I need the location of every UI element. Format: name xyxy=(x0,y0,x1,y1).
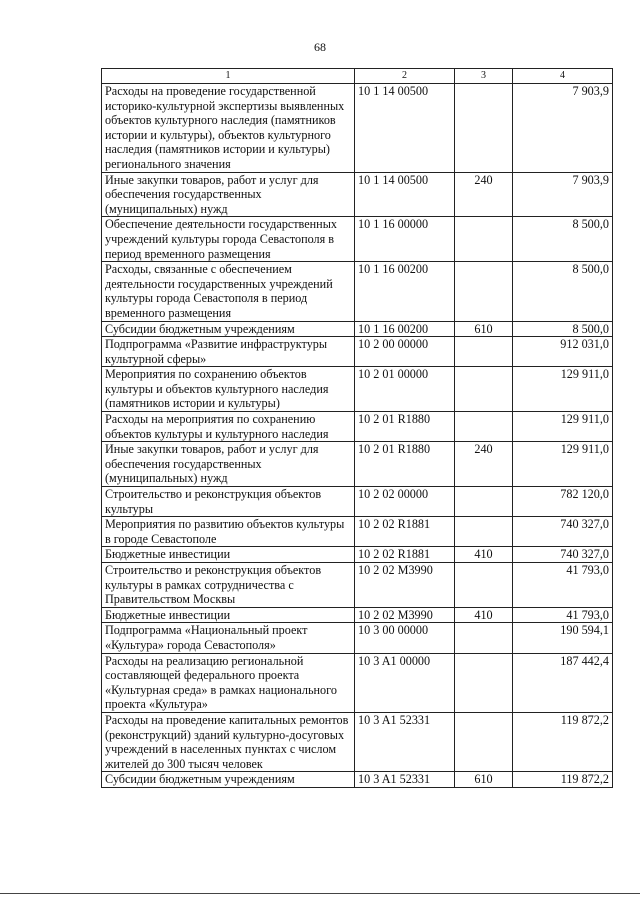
table-row xyxy=(102,712,613,771)
table-row xyxy=(102,367,613,412)
row-code-cell: 10 3 00 00000 xyxy=(355,623,455,653)
row-code-cell: 10 2 01 00000 xyxy=(355,367,455,412)
row-name-cell: Субсидии бюджетным учреждениям xyxy=(102,772,355,788)
row-name-cell: Расходы на мероприятия по сохранению объектов культуры и культурного наследия xyxy=(102,412,355,442)
row-code-cell: 10 2 02 R1881 xyxy=(355,547,455,563)
row-sum-cell: 190 594,1 xyxy=(513,623,613,653)
table-row xyxy=(102,607,613,623)
row-sum-cell: 187 442,4 xyxy=(513,653,613,712)
table-row xyxy=(102,563,613,608)
row-sum-cell: 8 500,0 xyxy=(513,321,613,337)
row-name-cell: Строительство и реконструкция объектов культуры xyxy=(102,487,355,517)
row-code-cell: 10 1 14 00500 xyxy=(355,172,455,217)
header-col-1: 1 xyxy=(102,69,355,84)
row-type-cell xyxy=(455,563,513,608)
row-sum-cell: 8 500,0 xyxy=(513,262,613,321)
header-col-3: 3 xyxy=(455,69,513,84)
row-name-cell: Мероприятия по развитию объектов культуры в городе Севастополе xyxy=(102,517,355,547)
row-sum-cell: 7 903,9 xyxy=(513,172,613,217)
row-name-cell: Бюджетные инвестиции xyxy=(102,607,355,623)
table-row xyxy=(102,487,613,517)
row-name-cell: Расходы на проведение государственной историко-культурной экспертизы выявленных объектов культурного наследия (памятников истории и культуры), объектов культурного наследия (памятников истории и культуры) регионального значения xyxy=(102,84,355,173)
row-name-cell: Обеспечение деятельности государственных учреждений культуры города Севастополя в период временного размещения xyxy=(102,217,355,262)
row-name-cell: Строительство и реконструкция объектов культуры в рамках сотрудничества с Правительством Москвы xyxy=(102,563,355,608)
row-sum-cell: 129 911,0 xyxy=(513,412,613,442)
row-sum-cell: 740 327,0 xyxy=(513,547,613,563)
row-type-cell xyxy=(455,623,513,653)
row-type-cell xyxy=(455,262,513,321)
row-sum-cell: 41 793,0 xyxy=(513,607,613,623)
table-row xyxy=(102,772,613,788)
row-type-cell xyxy=(455,337,513,367)
row-name-cell: Иные закупки товаров, работ и услуг для обеспечения государственных (муниципальных) нужд xyxy=(102,442,355,487)
row-code-cell: 10 2 02 00000 xyxy=(355,487,455,517)
row-name-cell: Бюджетные инвестиции xyxy=(102,547,355,563)
page-number: 68 xyxy=(314,40,326,54)
row-code-cell: 10 2 02 R1881 xyxy=(355,517,455,547)
row-type-cell xyxy=(455,367,513,412)
row-sum-cell: 782 120,0 xyxy=(513,487,613,517)
row-sum-cell: 7 903,9 xyxy=(513,84,613,173)
table-row xyxy=(102,321,613,337)
table-row xyxy=(102,547,613,563)
row-type-cell: 410 xyxy=(455,607,513,623)
row-sum-cell: 119 872,2 xyxy=(513,712,613,771)
row-type-cell xyxy=(455,517,513,547)
header-col-2: 2 xyxy=(355,69,455,84)
table-row xyxy=(102,517,613,547)
row-type-cell: 610 xyxy=(455,321,513,337)
header-row xyxy=(102,69,613,84)
row-sum-cell: 41 793,0 xyxy=(513,563,613,608)
row-name-cell: Субсидии бюджетным учреждениям xyxy=(102,321,355,337)
row-name-cell: Расходы на проведение капитальных ремонтов (реконструкций) зданий культурно-досуговых учреждений в населенных пунктах с числом жителей до 300 тысяч человек xyxy=(102,712,355,771)
table-row xyxy=(102,172,613,217)
page-bottom-rule xyxy=(0,893,640,894)
row-name-cell: Расходы, связанные с обеспечением деятельности государственных учреждений культуры города Севастополя в период временного размещения xyxy=(102,262,355,321)
row-sum-cell: 119 872,2 xyxy=(513,772,613,788)
table-row xyxy=(102,623,613,653)
row-code-cell: 10 2 01 R1880 xyxy=(355,412,455,442)
row-sum-cell: 129 911,0 xyxy=(513,442,613,487)
row-type-cell: 410 xyxy=(455,547,513,563)
row-type-cell xyxy=(455,412,513,442)
table-row xyxy=(102,412,613,442)
row-code-cell: 10 2 00 00000 xyxy=(355,337,455,367)
table-row xyxy=(102,217,613,262)
row-code-cell: 10 3 A1 52331 xyxy=(355,712,455,771)
row-sum-cell: 8 500,0 xyxy=(513,217,613,262)
table-row xyxy=(102,84,613,173)
row-type-cell: 240 xyxy=(455,172,513,217)
row-code-cell: 10 1 16 00200 xyxy=(355,321,455,337)
row-name-cell: Мероприятия по сохранению объектов культуры и объектов культурного наследия (памятников истории и культуры) xyxy=(102,367,355,412)
budget-table xyxy=(101,68,613,788)
row-type-cell xyxy=(455,712,513,771)
row-type-cell xyxy=(455,487,513,517)
row-name-cell: Расходы на реализацию региональной составляющей федерального проекта «Культурная среда» в рамках национального проекта «Культура» xyxy=(102,653,355,712)
row-sum-cell: 740 327,0 xyxy=(513,517,613,547)
row-type-cell: 240 xyxy=(455,442,513,487)
table-row xyxy=(102,262,613,321)
row-code-cell: 10 3 A1 00000 xyxy=(355,653,455,712)
row-code-cell: 10 2 02 M3990 xyxy=(355,563,455,608)
row-code-cell: 10 3 A1 52331 xyxy=(355,772,455,788)
row-code-cell: 10 1 16 00000 xyxy=(355,217,455,262)
row-name-cell: Иные закупки товаров, работ и услуг для обеспечения государственных (муниципальных) нужд xyxy=(102,172,355,217)
table-row xyxy=(102,337,613,367)
row-code-cell: 10 2 01 R1880 xyxy=(355,442,455,487)
row-code-cell: 10 1 16 00200 xyxy=(355,262,455,321)
row-name-cell: Подпрограмма «Развитие инфраструктуры культурной сферы» xyxy=(102,337,355,367)
row-type-cell xyxy=(455,84,513,173)
row-sum-cell: 129 911,0 xyxy=(513,367,613,412)
table-row xyxy=(102,442,613,487)
row-type-cell xyxy=(455,653,513,712)
row-code-cell: 10 2 02 M3990 xyxy=(355,607,455,623)
row-code-cell: 10 1 14 00500 xyxy=(355,84,455,173)
row-name-cell: Подпрограмма «Национальный проект «Культура» города Севастополя» xyxy=(102,623,355,653)
row-type-cell xyxy=(455,217,513,262)
header-col-4: 4 xyxy=(513,69,613,84)
row-type-cell: 610 xyxy=(455,772,513,788)
table-row xyxy=(102,653,613,712)
row-sum-cell: 912 031,0 xyxy=(513,337,613,367)
